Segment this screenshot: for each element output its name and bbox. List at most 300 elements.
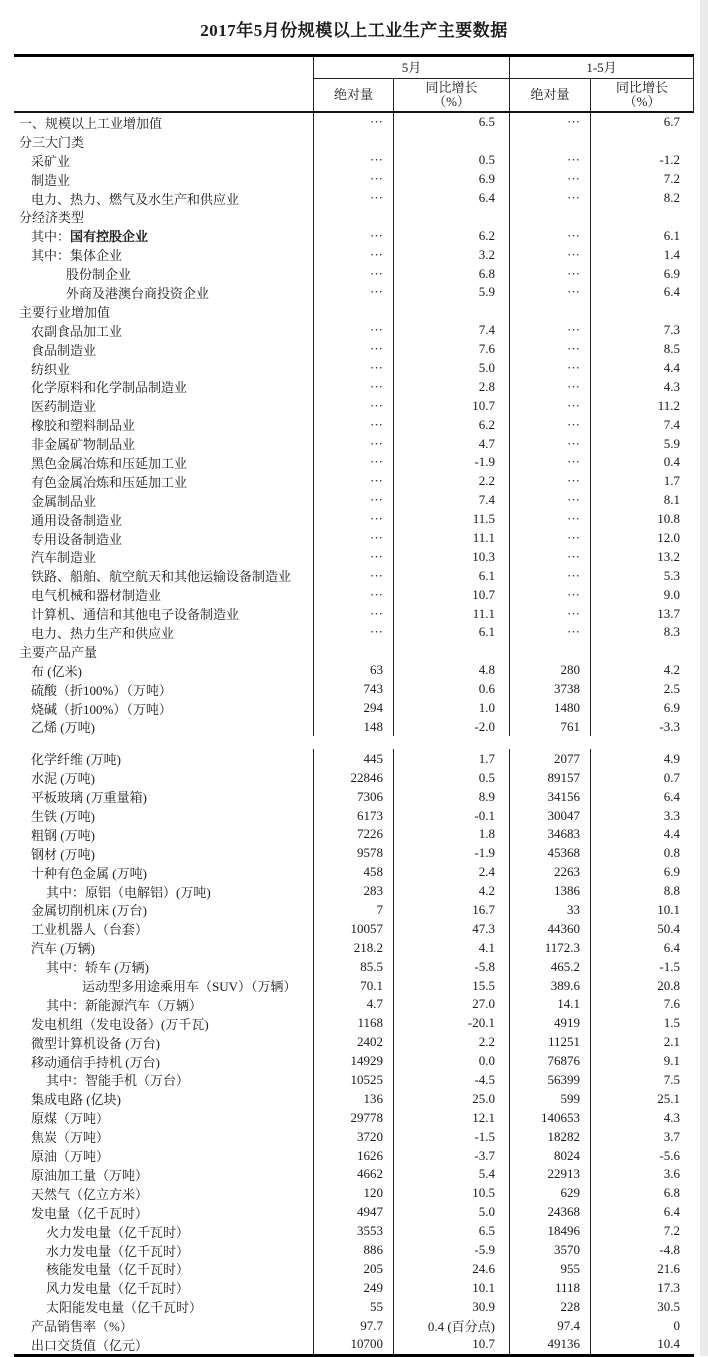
may-absolute-cell: ··· (313, 434, 393, 453)
table-row (14, 340, 694, 359)
row-label: 生铁 (万吨) (31, 809, 95, 825)
row-label: 汽车制造业 (31, 550, 97, 566)
cum-absolute-cell: 33 (509, 901, 590, 920)
table-row (14, 359, 694, 378)
may-yoy-cell: 5.0 (393, 1203, 509, 1222)
may-yoy-cell: -5.9 (393, 1241, 509, 1260)
cum-yoy-cell: 21.6 (590, 1259, 694, 1278)
cum-absolute-cell: ··· (509, 415, 590, 434)
may-absolute-cell: ··· (313, 566, 393, 585)
row-label: 发电机组（发电设备）(万千瓦) (31, 1016, 209, 1032)
table-row (14, 995, 694, 1014)
scrollbar-strip[interactable] (700, 0, 708, 1356)
cum-absolute-cell (509, 642, 590, 661)
cum-absolute-cell: 1172.3 (509, 938, 590, 957)
cum-absolute-cell: 4919 (509, 1014, 590, 1033)
table-row (14, 844, 694, 863)
may-yoy-cell: 10.7 (393, 396, 509, 415)
may-yoy-cell: 6.8 (393, 264, 509, 283)
table-row (14, 472, 694, 491)
may-absolute-cell: 294 (313, 699, 393, 718)
row-label: 有色金属冶炼和压延加工业 (31, 474, 188, 490)
may-absolute-cell: 55 (313, 1297, 393, 1316)
cum-yoy-cell: 7.2 (590, 1222, 694, 1241)
may-yoy-cell: 2.2 (393, 472, 509, 491)
cum-yoy-cell: 9.0 (590, 585, 694, 604)
header-label-blank (14, 57, 313, 79)
row-label: 集成电路 (亿块) (31, 1092, 121, 1108)
cum-yoy-cell: 10.1 (590, 901, 694, 920)
header-may-absolute: 绝对量 (313, 79, 393, 111)
cum-yoy-cell: 3.6 (590, 1165, 694, 1184)
may-absolute-cell: 10525 (313, 1071, 393, 1090)
table-row (14, 604, 694, 623)
cum-yoy-cell: 0.4 (590, 453, 694, 472)
table-row (14, 1241, 694, 1260)
cum-yoy-cell: 20.8 (590, 976, 694, 995)
cum-absolute-cell: 1386 (509, 882, 590, 901)
cum-yoy-cell: 1.5 (590, 1014, 694, 1033)
may-yoy-cell: 1.7 (393, 749, 509, 768)
cum-yoy-cell: 13.7 (590, 604, 694, 623)
cum-yoy-cell: 1.7 (590, 472, 694, 491)
may-yoy-cell: 10.7 (393, 1335, 509, 1354)
table-body (14, 113, 694, 1357)
table-row (14, 1146, 694, 1165)
may-yoy-cell: 4.8 (393, 661, 509, 680)
cum-absolute-cell: ··· (509, 377, 590, 396)
row-label: 钢材 (万吨) (31, 846, 95, 862)
table-row (14, 264, 694, 283)
table-row (14, 1278, 694, 1297)
row-label: 金属切削机床 (万台) (31, 903, 147, 919)
row-label: 通用设备制造业 (31, 512, 123, 528)
header-may-yoy (393, 79, 509, 111)
cum-yoy-cell: 7.3 (590, 321, 694, 340)
cum-absolute-cell: ··· (509, 359, 590, 378)
row-label: 分经济类型 (19, 210, 85, 226)
cum-yoy-cell: 25.1 (590, 1089, 694, 1108)
page-title: 2017年5月份规模以上工业生产主要数据 (200, 21, 508, 40)
row-label: 其中：新能源汽车（万辆） (46, 997, 203, 1013)
table-row (14, 151, 694, 170)
row-label (14, 226, 313, 245)
cum-yoy-cell: 2.1 (590, 1033, 694, 1052)
may-absolute-cell: 63 (313, 661, 393, 680)
cum-yoy-cell: 8.5 (590, 340, 694, 359)
may-yoy-cell: -5.8 (393, 957, 509, 976)
cum-absolute-cell: 599 (509, 1089, 590, 1108)
table-row (14, 396, 694, 415)
row-label: 一、规模以上工业增加值 (19, 115, 163, 131)
may-absolute-cell: 4.7 (313, 995, 393, 1014)
row-label: 硫酸（折100%）（万吨） (31, 682, 172, 698)
cum-absolute-cell: ··· (509, 491, 590, 510)
cum-yoy-cell: 0 (590, 1316, 694, 1335)
row-label: 分三大门类 (19, 134, 85, 150)
table-row (14, 585, 694, 604)
may-yoy-cell: 6.2 (393, 415, 509, 434)
row-label: 移动通信手持机 (万台) (31, 1054, 160, 1070)
table-row (14, 661, 694, 680)
row-label: 乙烯 (万吨) (31, 720, 95, 736)
cum-absolute-cell: ··· (509, 113, 590, 132)
may-yoy-cell: 10.5 (393, 1184, 509, 1203)
row-label: 化学原料和化学制品制造业 (31, 380, 188, 396)
row-label: 股份制企业 (66, 267, 132, 283)
may-absolute-cell: ··· (313, 113, 393, 132)
cum-absolute-cell: 761 (509, 718, 590, 737)
may-absolute-cell: 4947 (313, 1203, 393, 1222)
may-absolute-cell: ··· (313, 245, 393, 264)
may-yoy-cell (393, 207, 509, 226)
row-label: 核能发电量（亿千瓦时） (46, 1262, 190, 1278)
cum-yoy-cell: 5.9 (590, 434, 694, 453)
may-yoy-cell: 6.5 (393, 113, 509, 132)
cum-absolute-cell: 389.6 (509, 976, 590, 995)
header-cum-absolute: 绝对量 (509, 79, 590, 111)
row-label: 产品销售率（%） (31, 1319, 133, 1335)
may-yoy-cell: 0.5 (393, 151, 509, 170)
cum-absolute-cell: 34156 (509, 787, 590, 806)
table-row (14, 1184, 694, 1203)
cum-yoy-cell: 4.3 (590, 1108, 694, 1127)
row-label: 其中：集体企业 (31, 248, 123, 264)
row-label: 火力发电量（亿千瓦时） (46, 1224, 190, 1240)
may-absolute-cell: 4662 (313, 1165, 393, 1184)
table-row (14, 718, 694, 737)
cum-absolute-cell: ··· (509, 547, 590, 566)
table-row (14, 1316, 694, 1335)
table-row (14, 1165, 694, 1184)
table-row (14, 1297, 694, 1316)
cum-absolute-cell: ··· (509, 396, 590, 415)
may-yoy-cell: 5.4 (393, 1165, 509, 1184)
header-yoy-line1: 同比增长 (615, 80, 668, 95)
cum-yoy-cell: 12.0 (590, 529, 694, 548)
cum-absolute-cell: ··· (509, 151, 590, 170)
row-label: 计算机、通信和其他电子设备制造业 (31, 607, 240, 623)
may-yoy-cell: 6.9 (393, 170, 509, 189)
cum-yoy-cell (590, 132, 694, 151)
row-label: 风力发电量（亿千瓦时） (46, 1281, 190, 1297)
may-absolute-cell: ··· (313, 283, 393, 302)
cum-yoy-cell: 4.4 (590, 825, 694, 844)
cum-yoy-cell: 1.4 (590, 245, 694, 264)
cum-yoy-cell: 3.3 (590, 806, 694, 825)
cum-absolute-cell: ··· (509, 604, 590, 623)
may-yoy-cell: 15.5 (393, 976, 509, 995)
table-row (14, 1071, 694, 1090)
row-label: 粗钢 (万吨) (31, 827, 95, 843)
may-absolute-cell: 136 (313, 1089, 393, 1108)
may-yoy-cell: -1.9 (393, 453, 509, 472)
cum-yoy-cell: 50.4 (590, 919, 694, 938)
cum-absolute-cell (509, 132, 590, 151)
may-yoy-cell: 30.9 (393, 1297, 509, 1316)
cum-absolute-cell: ··· (509, 623, 590, 642)
table-row (14, 976, 694, 995)
may-yoy-cell: -4.5 (393, 1071, 509, 1090)
row-label: 平板玻璃 (万重量箱) (31, 790, 147, 806)
may-absolute-cell: 10700 (313, 1335, 393, 1354)
row-label: 化学纤维 (万吨) (31, 752, 121, 768)
may-absolute-cell: 7226 (313, 825, 393, 844)
cum-yoy-cell: 8.2 (590, 189, 694, 208)
may-absolute-cell: ··· (313, 415, 393, 434)
table-row (14, 566, 694, 585)
may-absolute-cell: 445 (313, 749, 393, 768)
row-label: 食品制造业 (31, 342, 97, 358)
table-row (14, 1089, 694, 1108)
cum-absolute-cell: 89157 (509, 768, 590, 787)
may-yoy-cell: 10.7 (393, 585, 509, 604)
cum-absolute-cell: 228 (509, 1297, 590, 1316)
may-absolute-cell: 29778 (313, 1108, 393, 1127)
table-row (14, 1052, 694, 1071)
header-column-row (14, 79, 694, 111)
row-label: 电力、热力、燃气及水生产和供应业 (31, 191, 240, 207)
may-absolute-cell: 70.1 (313, 976, 393, 995)
cum-absolute-cell: 76876 (509, 1052, 590, 1071)
cum-yoy-cell (590, 642, 694, 661)
page-break-gap (14, 736, 694, 749)
row-label: 发电量（亿千瓦时） (31, 1205, 149, 1221)
cum-yoy-cell: 30.5 (590, 1297, 694, 1316)
may-absolute-cell: ··· (313, 453, 393, 472)
row-label: 铁路、船舶、航空航天和其他运输设备制造业 (31, 569, 292, 585)
table-row (14, 189, 694, 208)
may-yoy-cell (393, 302, 509, 321)
row-label: 天然气（亿立方米） (31, 1186, 149, 1202)
may-yoy-cell: 0.0 (393, 1052, 509, 1071)
cum-yoy-cell: 10.4 (590, 1335, 694, 1354)
cum-absolute-cell: 8024 (509, 1146, 590, 1165)
row-label: 水力发电量（亿千瓦时） (46, 1243, 190, 1259)
row-label: 农副食品加工业 (31, 323, 123, 339)
may-absolute-cell: ··· (313, 510, 393, 529)
table-row (14, 1033, 694, 1052)
table-row (14, 1014, 694, 1033)
may-absolute-cell: 97.7 (313, 1316, 393, 1335)
may-absolute-cell: 7306 (313, 787, 393, 806)
may-yoy-cell: 4.2 (393, 882, 509, 901)
table-row (14, 806, 694, 825)
cum-absolute-cell: 1118 (509, 1278, 590, 1297)
cum-absolute-cell: ··· (509, 585, 590, 604)
cum-absolute-cell: ··· (509, 170, 590, 189)
cum-absolute-cell: ··· (509, 283, 590, 302)
cum-absolute-cell: ··· (509, 529, 590, 548)
cum-absolute-cell (509, 302, 590, 321)
may-absolute-cell: ··· (313, 529, 393, 548)
table-row (14, 434, 694, 453)
row-label: 外商及港澳台商投资企业 (66, 285, 210, 301)
cum-absolute-cell: 56399 (509, 1071, 590, 1090)
header-group-may: 5月 (313, 57, 509, 79)
may-yoy-cell: 7.4 (393, 491, 509, 510)
table-row (14, 510, 694, 529)
may-absolute-cell: ··· (313, 151, 393, 170)
cum-absolute-cell: 2077 (509, 749, 590, 768)
cum-yoy-cell: -5.6 (590, 1146, 694, 1165)
may-yoy-cell (393, 132, 509, 151)
cum-yoy-cell: 4.4 (590, 359, 694, 378)
may-yoy-cell: 11.1 (393, 604, 509, 623)
cum-yoy-cell (590, 302, 694, 321)
may-absolute-cell: ··· (313, 377, 393, 396)
may-yoy-cell: -20.1 (393, 1014, 509, 1033)
table-row (14, 901, 694, 920)
row-label: 电气机械和器材制造业 (31, 588, 162, 604)
cum-absolute-cell: 22913 (509, 1165, 590, 1184)
row-label: 主要产品产量 (19, 644, 98, 660)
cum-yoy-cell: 6.4 (590, 787, 694, 806)
row-label: 其中：轿车 (万辆) (46, 960, 149, 976)
table-row (14, 132, 694, 151)
row-label: 水泥 (万吨) (31, 771, 95, 787)
may-yoy-cell: 6.2 (393, 226, 509, 245)
row-label: 微型计算机设备 (万台) (31, 1035, 160, 1051)
row-label: 金属制品业 (31, 493, 97, 509)
cum-absolute-cell: 3570 (509, 1241, 590, 1260)
row-label: 电力、热力生产和供应业 (31, 626, 175, 641)
may-absolute-cell: 22846 (313, 768, 393, 787)
cum-absolute-cell: 18496 (509, 1222, 590, 1241)
may-absolute-cell: ··· (313, 491, 393, 510)
may-absolute-cell: 249 (313, 1278, 393, 1297)
may-absolute-cell: ··· (313, 472, 393, 491)
row-label: 原油（万吨） (31, 1149, 110, 1165)
row-label: 出口交货值（亿元） (31, 1337, 149, 1353)
row-label: 太阳能发电量（亿千瓦时） (46, 1300, 203, 1316)
may-absolute-cell: 1626 (313, 1146, 393, 1165)
may-absolute-cell: 85.5 (313, 957, 393, 976)
may-absolute-cell: ··· (313, 321, 393, 340)
cum-absolute-cell: 280 (509, 661, 590, 680)
row-label-prefix: 其中： (31, 229, 71, 245)
row-label: 其中：智能手机（万台） (46, 1073, 190, 1089)
may-yoy-cell: 3.2 (393, 245, 509, 264)
table-row (14, 491, 694, 510)
table-row (14, 113, 694, 132)
cum-absolute-cell: 45368 (509, 844, 590, 863)
cum-absolute-cell: ··· (509, 434, 590, 453)
cum-absolute-cell: 11251 (509, 1033, 590, 1052)
header-group-row (14, 57, 694, 79)
table-row (14, 1108, 694, 1127)
row-label: 其中：原铝（电解铝）(万吨) (46, 884, 211, 900)
may-absolute-cell: ··· (313, 226, 393, 245)
cum-absolute-cell: 465.2 (509, 957, 590, 976)
table-row (14, 768, 694, 787)
cum-yoy-cell: 7.6 (590, 995, 694, 1014)
cum-yoy-cell: 11.2 (590, 396, 694, 415)
cum-yoy-cell: 0.8 (590, 844, 694, 863)
may-yoy-cell: -1.5 (393, 1127, 509, 1146)
row-label: 运动型多用途乘用车（SUV）（万辆） (82, 979, 297, 995)
row-label: 主要行业增加值 (19, 304, 111, 320)
may-yoy-cell: 1.8 (393, 825, 509, 844)
cum-yoy-cell: 6.7 (590, 113, 694, 132)
cum-absolute-cell: ··· (509, 340, 590, 359)
cum-yoy-cell: 8.1 (590, 491, 694, 510)
row-label: 采矿业 (31, 153, 71, 169)
may-absolute-cell: 2402 (313, 1033, 393, 1052)
cum-yoy-cell: 6.4 (590, 283, 694, 302)
may-absolute-cell: ··· (313, 189, 393, 208)
header-label-blank-2 (14, 79, 313, 111)
cum-yoy-cell: 6.4 (590, 1203, 694, 1222)
cum-yoy-cell: 8.3 (590, 623, 694, 642)
cum-yoy-cell: 6.9 (590, 264, 694, 283)
cum-yoy-cell: 8.8 (590, 882, 694, 901)
table-row (14, 623, 694, 642)
cum-absolute-cell: 44360 (509, 919, 590, 938)
cum-yoy-cell: 6.8 (590, 1184, 694, 1203)
cum-yoy-cell: 6.9 (590, 863, 694, 882)
cum-absolute-cell: ··· (509, 226, 590, 245)
row-label: 专用设备制造业 (31, 531, 123, 547)
may-absolute-cell: 120 (313, 1184, 393, 1203)
data-table (14, 54, 694, 1357)
cum-yoy-cell: 0.7 (590, 768, 694, 787)
may-yoy-cell: 10.3 (393, 547, 509, 566)
may-yoy-cell: -2.0 (393, 718, 509, 737)
may-yoy-cell: 1.0 (393, 699, 509, 718)
may-absolute-cell: ··· (313, 396, 393, 415)
header-yoy-line2: （%） (433, 94, 470, 109)
may-absolute-cell (313, 302, 393, 321)
cum-absolute-cell: 2263 (509, 863, 590, 882)
may-absolute-cell: ··· (313, 340, 393, 359)
may-absolute-cell: ··· (313, 264, 393, 283)
may-yoy-cell: 4.7 (393, 434, 509, 453)
table-row (14, 863, 694, 882)
may-yoy-cell: 25.0 (393, 1089, 509, 1108)
cum-yoy-cell: -1.2 (590, 151, 694, 170)
may-yoy-cell: 0.4 (百分点) (393, 1316, 509, 1335)
row-label: 原煤（万吨） (31, 1111, 110, 1127)
cum-yoy-cell: 13.2 (590, 547, 694, 566)
may-yoy-cell: 7.4 (393, 321, 509, 340)
may-yoy-cell: 47.3 (393, 919, 509, 938)
row-label: 工业机器人（台套） (31, 922, 149, 938)
table-row (14, 1203, 694, 1222)
cum-yoy-cell: 7.2 (590, 170, 694, 189)
may-absolute-cell: 3553 (313, 1222, 393, 1241)
table-row (14, 825, 694, 844)
cum-absolute-cell: 955 (509, 1259, 590, 1278)
cum-absolute-cell: 140653 (509, 1108, 590, 1127)
table-row (14, 415, 694, 434)
may-absolute-cell: 1168 (313, 1014, 393, 1033)
may-absolute-cell: 3720 (313, 1127, 393, 1146)
table-row (14, 1222, 694, 1241)
cum-yoy-cell: 7.5 (590, 1071, 694, 1090)
may-absolute-cell: 458 (313, 863, 393, 882)
table-row (14, 699, 694, 718)
may-absolute-cell: ··· (313, 170, 393, 189)
may-yoy-cell: 0.6 (393, 680, 509, 699)
row-label: 烧碱（折100%）（万吨） (31, 701, 172, 717)
cum-yoy-cell: -3.3 (590, 718, 694, 737)
cum-absolute-cell: ··· (509, 264, 590, 283)
may-yoy-cell: 7.6 (393, 340, 509, 359)
cum-absolute-cell: 34683 (509, 825, 590, 844)
cum-absolute-cell: 97.4 (509, 1316, 590, 1335)
row-label: 汽车 (万辆) (31, 941, 95, 957)
